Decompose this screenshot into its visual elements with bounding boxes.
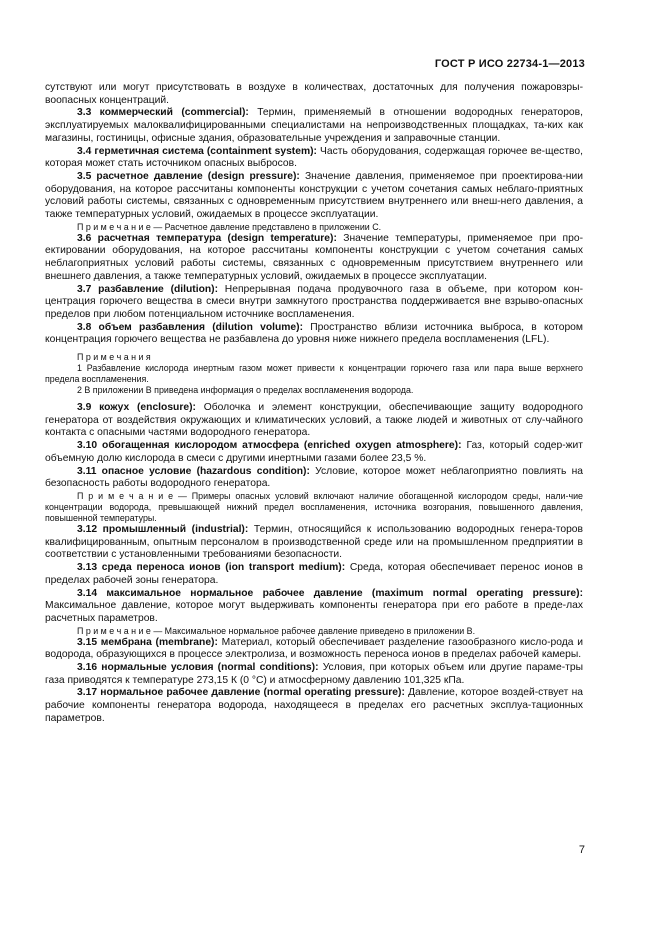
term-title: 3.12 промышленный (industrial):: [77, 523, 249, 535]
term-text: Среда, которая обеспечивает перенос ионов в пределах рабочей зоны генератора.: [45, 562, 583, 586]
term-text: Термин, относящийся к использованию водородных генера-торов квалифицированным, опытным персоналом в производственной среде или на промышленном предприятии в соответствии с установленными требованиями безопасности.: [45, 523, 583, 561]
term-title: 3.4 герметичная система (containment system):: [77, 145, 317, 157]
term-title: 3.5 расчетное давление (design pressure):: [77, 170, 300, 182]
term-title: 3.6 расчетная температура (design temperature):: [77, 232, 337, 244]
note-max-pressure: [45, 626, 583, 637]
term-text: Часть оборудования, содержащая горючее ве-щество, которая может стать источником опасных выбросов.: [45, 145, 583, 170]
term-text: Максимальное давление, которое могут выдерживать компоненты генератора при его работе в преде-лах расчетных параметров.: [45, 600, 583, 624]
definition-3-12: [45, 524, 583, 562]
note-text: — Максимальное нормальное рабочее давление приведено в приложении В.: [150, 625, 476, 636]
note-label: П р и м е ч а н и е: [77, 625, 151, 636]
term-title: 3.11 опасное условие (hazardous condition):: [77, 465, 310, 477]
term-text: Непрерывная подача продувочного газа в объеме, при котором кон-центрация горючего вещества в смеси внутри замкнутого пространства поддерживается вне взрыво-опасных пределов при любом потенциальном источнике воспламенения.: [45, 283, 584, 320]
note-item-2: 2 В приложении В приведена информация о пределах воспламенения водорода.: [77, 385, 414, 396]
definition-3-15: [45, 637, 583, 662]
note-item-1: 1 Разбавление кислорода инертным газом может привести к концентрации горючего газа или пара выше верхнего предела воспламенения.: [45, 363, 583, 385]
definition-3-13: [45, 562, 583, 587]
term-text: Термин, применяемый в отношении водородных генераторов, эксплуатируемых малоквалифицированными специалистами на непроизводственных площадках, та-ких как магазины, гостиницы, офисные здания, образовательные учреждения и заправочные станции.: [45, 107, 583, 144]
note-label: П р и м е ч а н и е: [77, 221, 151, 232]
note-text: — Примеры опасных условий включают наличие обогащенной кислородом среды, нали-чие концентрации водорода, превышающей нижний предел воспламенения, источника возгорания, повышенного давления, повышенной температуры.: [45, 490, 583, 523]
standard-header: ГОСТ Р ИСО 22734-1—2013: [434, 58, 585, 70]
term-text: Значение температуры, применяемое при про-ектировании оборудования, на которое рассчитаны компоненты конструкции с учетом сочетания самых неблагоприятных условий работы системы, связанных с одновременным присутствием внутреннего или внешнего давления, а также температурных условий, ожидаемых в процессе эксплуатации.: [45, 232, 584, 282]
note-label: П р и м е ч а н и е: [77, 490, 174, 501]
term-text: Оболочка и элемент конструкции, обеспечивающие защиту водородного генератора от воздействия окружающих и климатических условий, а также людей и животных от слу-чайного контакта с опасными частями водородного генератора.: [45, 402, 583, 439]
term-text: Давление, которое воздей-ствует на рабочие компоненты генератора водорода, находящееся в пределах его расчетных эксплуа-тационных параметров.: [45, 687, 583, 724]
term-text: Газ, который содер-жит объемную долю кислорода в смеси с другими инертными газами более 23,5 %.: [45, 440, 583, 464]
term-title: 3.17 нормальное рабочее давление (normal operating pressure):: [77, 687, 405, 699]
term-text: Условие, которое может неблагоприятно повлиять на безопасность работы водородного генератора.: [45, 465, 583, 490]
term-title: 3.8 объем разбавления (dilution volume):: [77, 321, 304, 333]
note-design-pressure: [45, 222, 583, 233]
term-text: Материал, который обеспечивает разделение газообразного кисло-рода и водорода, образующихся в процессе электролиза, и возможность переноса ионов в пределах рабочей камеры.: [45, 636, 584, 661]
page-number: 7: [578, 844, 585, 856]
notes-dilution: [45, 352, 583, 396]
definition-3-10: [45, 440, 583, 465]
definition-3-8: [45, 322, 583, 347]
note-hazardous-conditions: [45, 491, 583, 524]
definition-3-5: [45, 171, 583, 222]
notes-label: П р и м е ч а н и я: [77, 352, 151, 363]
term-title: 3.14 максимальное нормальное рабочее давление (maximum normal operating pressure):: [77, 587, 583, 599]
term-title: 3.10 обогащенная кислородом атмосфера (enriched oxygen atmosphere):: [77, 440, 462, 452]
term-title: 3.16 нормальные условия (normal conditions):: [77, 662, 319, 674]
definition-3-6: [45, 233, 583, 284]
term-title: 3.3 коммерческий (commercial):: [77, 107, 249, 119]
definition-3-17: [45, 687, 583, 725]
term-text: Значение давления, применяемое при проектирова-нии оборудования, на которое рассчитаны компоненты конструкции с учетом сочетания самых неблаго-приятных условий работы системы, связанных с одновременным присутствием внутреннего или внеш-него давления, а также температурных условий, ожидаемых в процессе эксплуатации.: [45, 170, 583, 221]
term-title: 3.7 разбавление (dilution):: [77, 283, 219, 295]
definition-3-7: [45, 284, 583, 322]
intro-paragraph: сутствуют или могут присутствовать в воздухе в количествах, достаточных для получения пожаровзры-воопасных концентраций.: [45, 82, 583, 106]
definition-3-14: [45, 588, 583, 626]
page-content: [45, 82, 583, 726]
note-text: — Расчетное давление представлено в приложении С.: [150, 221, 382, 232]
definition-3-4: [45, 146, 583, 171]
term-text: Пространство вблизи источника выброса, в котором концентрация горючего вещества не разбавлена до уровня ниже нижнего предела воспламенения (LFL).: [45, 321, 583, 346]
term-title: 3.15 мембрана (membrane):: [77, 636, 218, 648]
term-title: 3.13 среда переноса ионов (ion transport medium):: [77, 562, 346, 574]
definition-3-9: [45, 402, 583, 440]
term-text: Условия, при которых объем или другие параме-тры газа приводятся к температуре 273,15 К (0 °С) и атмосферному давлению 101,325 кПа.: [45, 662, 583, 686]
term-title: 3.9 кожух (enclosure):: [77, 402, 196, 414]
definition-3-3: [45, 107, 583, 145]
definition-3-11: [45, 466, 583, 491]
definition-3-16: [45, 662, 583, 687]
